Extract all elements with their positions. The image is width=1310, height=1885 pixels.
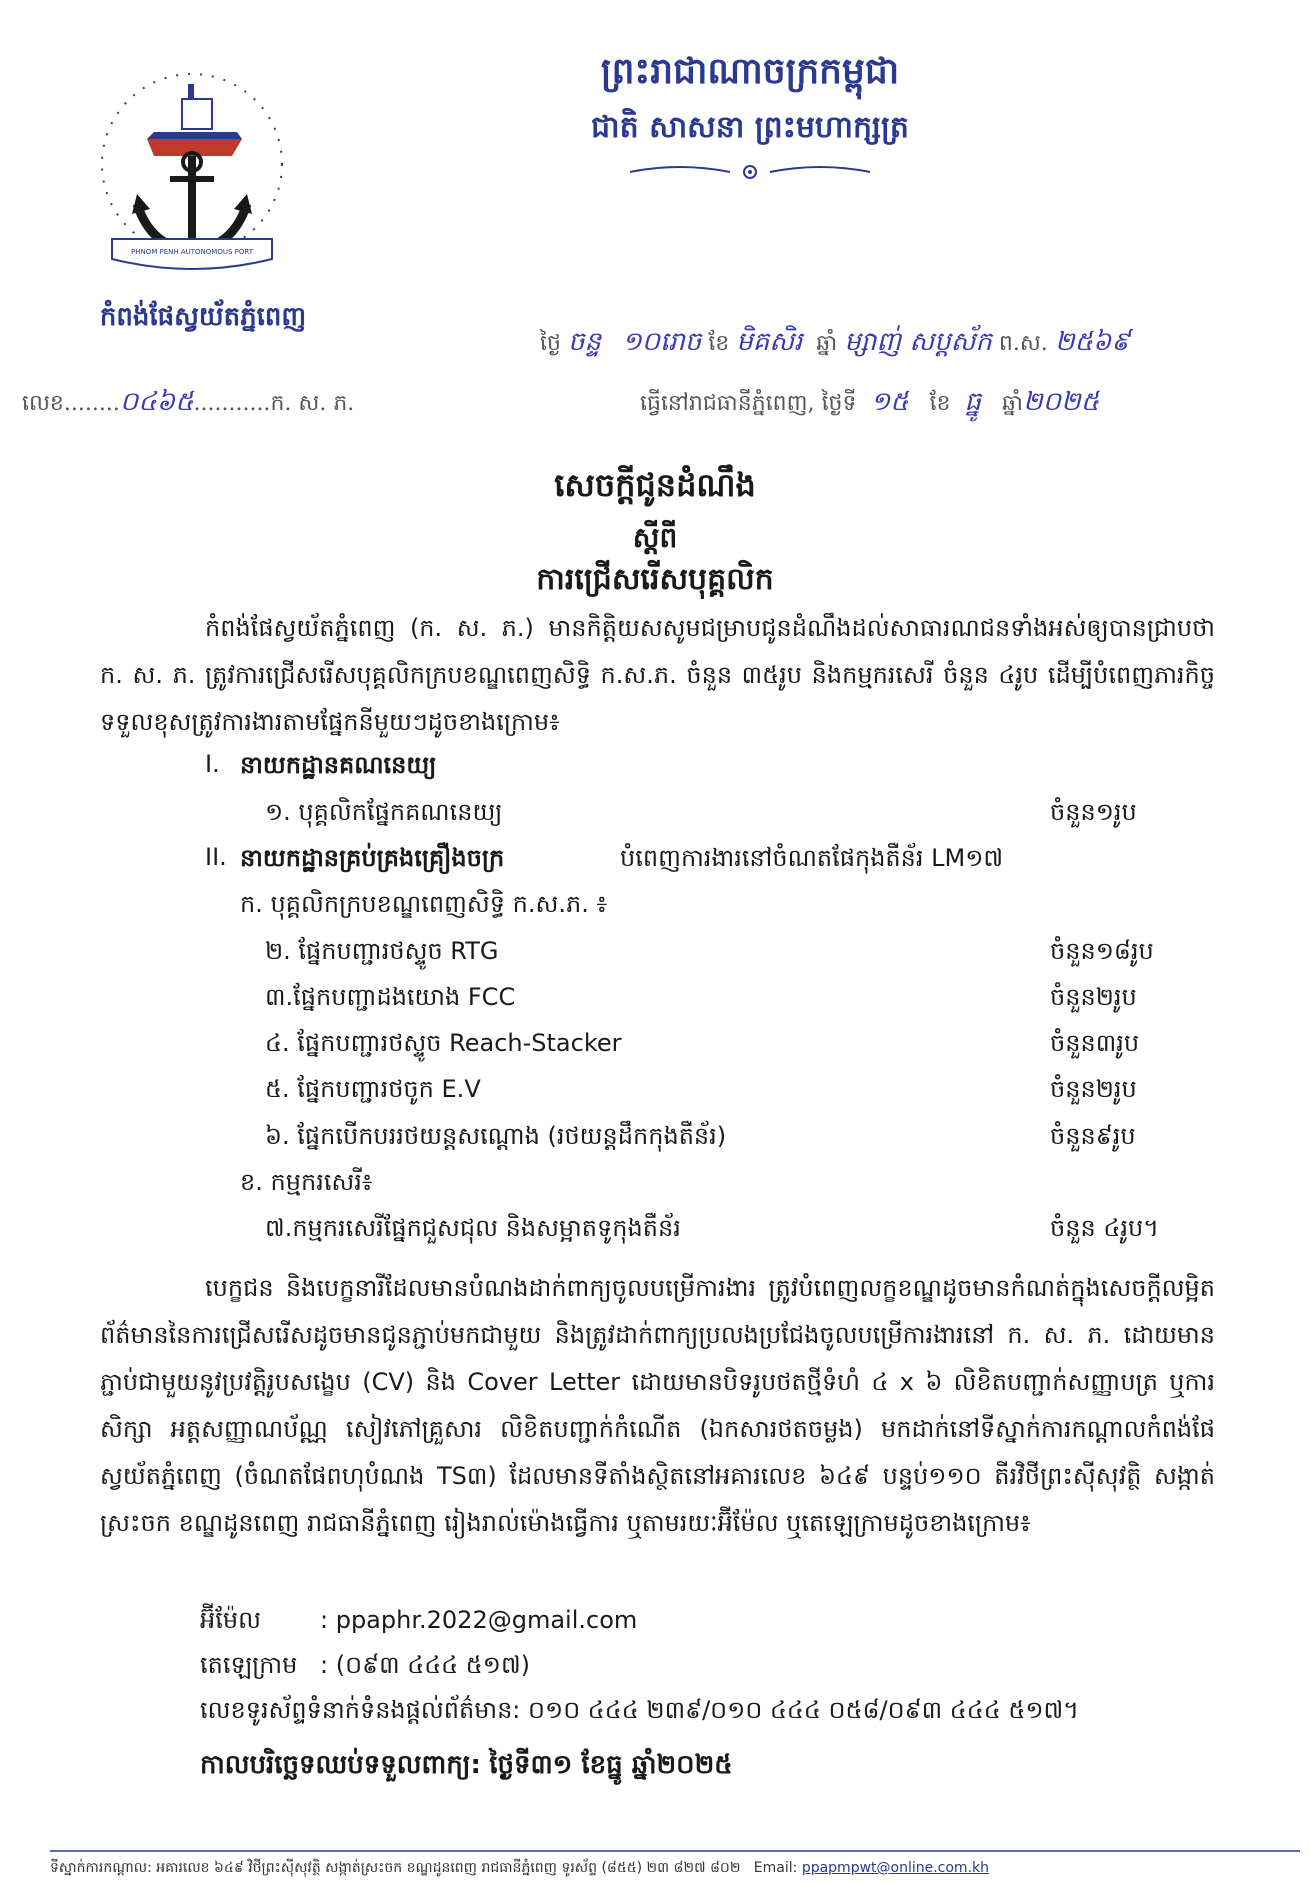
phone-line: [200, 1695, 1079, 1730]
moon-value: ១០រោច: [621, 327, 702, 357]
subsection-title: ខ. កម្មករសេរី៖: [240, 1168, 373, 1196]
deadline-line: [200, 1748, 733, 1786]
solar-month-label: ខែ: [929, 391, 951, 416]
lunar-date: [540, 325, 1130, 363]
email-line: [200, 1605, 637, 1640]
footer-address: [50, 1858, 1300, 1879]
telegram-value: : (០៩៣ ៤៤៤ ៥១៧): [320, 1651, 531, 1679]
email-value[interactable]: : ppaphr.2022@gmail.com: [320, 1606, 638, 1634]
item-count: ចំនួន ៤រូប។: [1050, 1214, 1159, 1242]
item-count: ចំនួន៣រូប: [1050, 1029, 1140, 1057]
telegram-line: [200, 1650, 530, 1685]
item-label: ៧.កម្មករសេរីផ្នែកជួសជុល និងសម្អាតទូកុងតឺន័រ: [265, 1214, 681, 1242]
list-item: [0, 797, 1310, 843]
item-label: ១. បុគ្គលិកផ្នែកគណនេយ្យ: [265, 798, 503, 826]
item-label: ៣.ផ្នែកបញ្ជាដងយោង FCC: [265, 983, 516, 1011]
month-value: មិគសិរ: [736, 327, 803, 357]
item-label: ២. ផ្នែកបញ្ជារថស្ទូច RTG: [265, 937, 499, 965]
section-number: I.: [205, 750, 220, 778]
month-label: ខែ: [708, 331, 730, 356]
footer-address-text: ទីស្នាក់ការកណ្តាល: អគារលេខ ៦៤៩ វិថីព្រះស៊ីសុវត្ថិ សង្កាត់ស្រះចក ខណ្ឌដូនពេញ រាជធានីភ្នំពេញ ទូរស័ព្ទ (៨៥៥) ២៣ ៨២៧ ៨០២: [50, 1860, 741, 1876]
list-item: [0, 982, 1310, 1028]
item-count: ចំនួន១រូប: [1050, 798, 1137, 826]
subsection-heading-b: [0, 1167, 1310, 1213]
body-paragraph: បេក្ខជន និងបេក្ខនារីដែលមានបំណងដាក់ពាក្យចូលបម្រើការងារ ត្រូវបំពេញលក្ខខណ្ឌដូចមានកំណត់ក្នុងសេចក្តីលម្អិតព័ត៌មាននៃការជ្រើសរើសដូចមានជូនភ្ជាប់មកជាមួយ និងត្រូវដាក់ពាក្យប្រលងប្រជែងចូលបម្រើការងារនៅ ក. ស. ភ. ដោយមានភ្ជាប់ជាមួយនូវប្រវត្តិរូបសង្ខេប (CV) និង Cover Letter ដោយមានបិទរូបថតថ្មីទំហំ ៤ x ៦ លិខិតបញ្ជាក់សញ្ញាបត្រ ឬការសិក្សា អត្តសញ្ញាណប័ណ្ណ សៀវភៅគ្រួសារ លិខិតបញ្ជាក់កំណើត (ឯកសារថតចម្លង) មកដាក់នៅទីស្នាក់ការកណ្តាលកំពង់ផែស្វយ័តភ្នំពេញ (ចំណតផែពហុបំណង TS៣) ដែលមានទីតាំងស្ថិតនៅអគារលេខ ៦៤៩ បន្ទប់១១០ តីរវិថីព្រះស៊ីសុវត្ថិ សង្កាត់ស្រះចក ខណ្ឌដូនពេញ រាជធានីភ្នំពេញ រៀងរាល់ម៉ោងធ្វើការ ឬតាមរយៈអ៊ីម៉ែល ឬតេឡេក្រាមដូចខាងក្រោម៖: [100, 1274, 1215, 1537]
list-item: [0, 1213, 1310, 1259]
item-label: ៤. ផ្នែកបញ្ជារថស្ទូច Reach-Stacker: [265, 1029, 622, 1057]
era-value: ២៥៦៩: [1054, 327, 1130, 357]
national-motto: ជាតិ សាសនា ព្រះមហាក្សត្រ: [591, 110, 909, 145]
deadline-label: កាលបរិច្ឆេទឈប់ទទួលពាក្យ:: [200, 1750, 481, 1780]
list-item: [0, 936, 1310, 982]
subsection-title: ក. បុគ្គលិកក្របខណ្ឌពេញសិទ្ធិ ក.ស.ភ. ៖: [240, 890, 607, 918]
place-label: ធ្វើនៅរាជធានីភ្នំពេញ, ថ្ងៃទី: [640, 391, 857, 416]
phone-value: ០១០ ៤៤៤ ២៣៩/០១០ ៤៤៤ ០៥៨/០៩៣ ៤៤៤ ៥១៧។: [528, 1696, 1079, 1724]
day-label: ថ្ងៃ: [540, 331, 561, 356]
era-label: ព.ស.: [998, 331, 1048, 356]
svg-text:PHNOM PENH AUTONOMOUS PORT: PHNOM PENH AUTONOMOUS PORT: [130, 248, 254, 256]
intro-paragraph: កំពង់ផែស្វយ័តភ្នំពេញ (ក. ស. ភ.) មានកិត្តិយសសូមជម្រាបជូនដំណឹងដល់សាធារណជនទាំងអស់ឲ្យបានជ្រាបថា ក. ស. ភ. ត្រូវការជ្រើសរើសបុគ្គលិកក្របខណ្ឌពេញសិទ្ធិ ក.ស.ភ. ចំនួន ៣៥រូប និងកម្មករសេរី ចំនួន ៤រូប ដើម្បីបំពេញភារកិច្ចទទួលខុសត្រូវការងារតាមផ្នែកនីមួយៗដូចខាងក្រោម៖: [100, 614, 1215, 736]
email-label: អ៊ីម៉ែល: [200, 1606, 261, 1634]
solar-year-label: ឆ្នាំ: [1002, 391, 1023, 416]
telegram-label: តេឡេក្រាម: [200, 1651, 298, 1679]
section-number: II.: [205, 843, 227, 871]
reference-number: [22, 385, 354, 423]
reference-number-value: ០៤៦៥: [119, 387, 194, 417]
phone-label: លេខទូរស័ព្ទទំនាក់ទំនងផ្តល់ព័ត៌មាន:: [200, 1696, 521, 1724]
reference-dots: ........: [63, 391, 120, 416]
solar-day-value: ១៥: [870, 387, 909, 417]
solar-year-value: ២០២៥: [1022, 387, 1100, 417]
port-logo-icon: [92, 44, 292, 284]
reference-suffix: ក. ស. ភ.: [270, 391, 355, 416]
section-heading-2: [0, 843, 1310, 889]
section-title: នាយកដ្ឋានគណនេយ្យ: [240, 751, 437, 779]
solar-month-value: ធ្នូ: [964, 387, 982, 417]
item-count: ចំនួន២រូប: [1050, 1075, 1137, 1103]
ornament-divider-icon: [620, 160, 880, 184]
section-subtitle: បំពេញការងារនៅចំណតផែកុងតឺន័រ LM១៧: [620, 844, 1004, 872]
organization-name: កំពង់ផែស្វយ័តភ្នំពេញ: [99, 302, 307, 332]
footer-email-label: Email:: [753, 1860, 798, 1876]
list-item: [0, 1121, 1310, 1167]
footer-divider: [50, 1850, 1300, 1852]
year-value: ម្សាញ់ សប្តស័ក: [844, 327, 992, 357]
item-count: ចំនួន៩រូប: [1050, 1122, 1136, 1150]
notice-title: សេចក្តីជូនដំណឹង: [554, 466, 756, 504]
deadline-value: ថ្ងៃទី៣១ ខែធ្នូ ឆ្នាំ២០២៥: [489, 1750, 733, 1780]
list-item: [0, 1028, 1310, 1074]
notice-subtitle-about: ស្តីពី: [632, 521, 678, 554]
day-value: ចន្ទ: [567, 327, 601, 357]
kingdom-title: ព្រះរាជាណាចក្រកម្ពុជា: [600, 51, 900, 92]
item-count: ចំនួន២រូប: [1050, 983, 1137, 1011]
year-label: ឆ្នាំ: [816, 331, 838, 356]
item-label: ៥. ផ្នែកបញ្ជារថចូក E.V: [265, 1075, 481, 1103]
solar-date: [640, 385, 1099, 423]
reference-prefix: លេខ: [22, 391, 64, 416]
section-heading-1: [0, 750, 1310, 796]
item-label: ៦. ផ្នែកបើកបររថយន្តសណ្តោង (រថយន្តដឹកកុងតឺន័រ): [265, 1122, 727, 1150]
subsection-heading-a: [0, 889, 1310, 935]
footer-email-link[interactable]: ppapmpwt@online.com.kh: [801, 1860, 990, 1876]
reference-dots: ...........: [193, 391, 271, 416]
notice-subject: ការជ្រើសរើសបុគ្គលិក: [536, 562, 774, 597]
list-item: [0, 1074, 1310, 1120]
item-count: ចំនួន១៨រូប: [1050, 937, 1154, 965]
section-title: នាយកដ្ឋានគ្រប់គ្រងគ្រឿងចក្រ: [240, 844, 505, 872]
